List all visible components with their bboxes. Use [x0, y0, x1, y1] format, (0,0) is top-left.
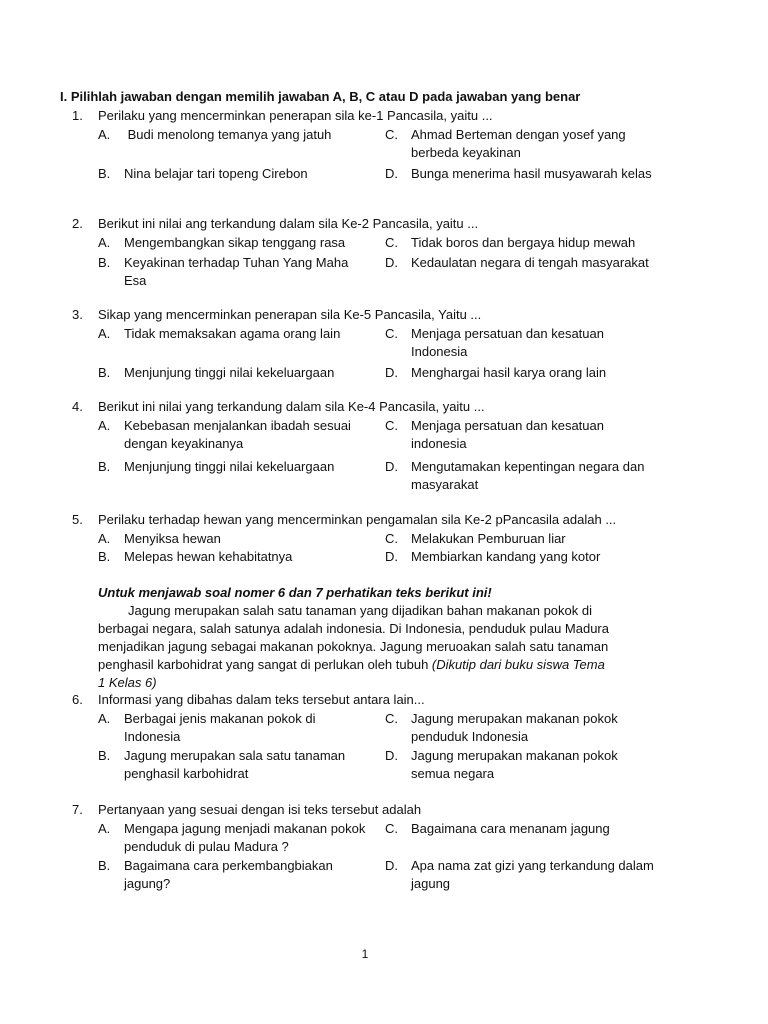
option-text: Nina belajar tari topeng Cirebon [124, 166, 308, 181]
option-text: Mengapa jagung menjadi makanan pokok penduduk di pulau Madura ? [124, 821, 366, 854]
option-letter: B. [98, 365, 111, 380]
question-text: Sikap yang mencerminkan penerapan sila Ke-5 Pancasila, Yaitu ... [98, 307, 482, 322]
option-text: Kebebasan menjalankan ibadah sesuai dengan keyakinanya [124, 418, 351, 451]
option-letter: B. [98, 255, 111, 270]
reading-passage [98, 602, 658, 692]
option-text: Tidak memaksakan agama orang lain [124, 326, 341, 341]
option-text: Menjunjung tinggi nilai kekeluargaan [124, 459, 335, 474]
option-text: Jagung merupakan makanan pokok penduduk Indonesia [411, 711, 618, 744]
option-letter: C. [385, 711, 398, 726]
question-number: 4. [72, 399, 83, 414]
option-letter: B. [98, 549, 111, 564]
section-heading: I. Pilihlah jawaban dengan memilih jawaban A, B, C atau D pada jawaban yang benar [60, 89, 581, 104]
question-text: Perilaku yang mencerminkan penerapan sila ke-1 Pancasila, yaitu ... [98, 108, 493, 123]
option-letter: C. [385, 235, 398, 250]
option-letter: C. [385, 127, 398, 142]
passage-source: (Dikutip dari buku siswa Tema [431, 657, 605, 672]
option-letter: C. [385, 326, 398, 341]
option-letter: D. [385, 858, 398, 873]
question-4 [72, 398, 672, 494]
passage-source: 1 Kelas 6) [98, 675, 157, 690]
question-number: 2. [72, 216, 83, 231]
option-text: Menjunjung tinggi nilai kekeluargaan [124, 365, 335, 380]
question-number: 1. [72, 108, 83, 123]
option-text: Berbagai jenis makanan pokok di Indonesia [124, 711, 316, 744]
page-number: 1 [361, 947, 369, 961]
option-text: Melepas hewan kehabitatnya [124, 549, 293, 564]
question-text: Perilaku terhadap hewan yang mencerminkan pengamalan sila Ke-2 pPancasila adalah ... [98, 512, 617, 527]
question-number: 5. [72, 512, 83, 527]
passage-instruction: Untuk menjawab soal nomer 6 dan 7 perhatikan teks berikut ini! [98, 585, 492, 600]
option-letter: A. [98, 418, 111, 433]
option-text: Mengutamakan kepentingan negara dan masyarakat [411, 459, 645, 492]
option-letter: D. [385, 365, 398, 380]
option-text: Menjaga persatuan dan kesatuan Indonesia [411, 326, 604, 359]
option-letter: B. [98, 166, 111, 181]
passage-text: penghasil karbohidrat yang sangat di perlukan oleh tubuh [98, 657, 432, 672]
question-text: Pertanyaan yang sesuai dengan isi teks tersebut adalah [98, 802, 422, 817]
option-letter: A. [98, 711, 111, 726]
question-6 [72, 691, 672, 783]
question-text: Informasi yang dibahas dalam teks tersebut antara lain... [98, 692, 425, 707]
option-text: Membiarkan kandang yang kotor [411, 549, 601, 564]
passage-line: Jagung merupakan salah satu tanaman yang dijadikan bahan makanan pokok di [128, 603, 592, 618]
option-text: Kedaulatan negara di tengah masyarakat [411, 255, 649, 270]
option-text: Menjaga persatuan dan kesatuan indonesia [411, 418, 604, 451]
question-text: Berikut ini nilai yang terkandung dalam sila Ke-4 Pancasila, yaitu ... [98, 399, 485, 414]
question-number: 6. [72, 692, 83, 707]
option-letter: A. [98, 235, 111, 250]
question-number: 3. [72, 307, 83, 322]
option-text: Bagaimana cara menanam jagung [411, 821, 610, 836]
option-text: Apa nama zat gizi yang terkandung dalam jagung [411, 858, 654, 891]
option-text: Jagung merupakan makanan pokok semua negara [411, 748, 618, 781]
option-text: Jagung merupakan sala satu tanaman penghasil karbohidrat [124, 748, 346, 781]
question-number: 7. [72, 802, 83, 817]
option-text: Menyiksa hewan [124, 531, 221, 546]
option-letter: A. [98, 531, 111, 546]
question-5 [72, 511, 672, 566]
passage-line: berbagai negara, salah satunya adalah indonesia. Di Indonesia, penduduk pulau Madura [98, 621, 609, 636]
option-text: Melakukan Pemburuan liar [411, 531, 566, 546]
question-1 [72, 107, 672, 201]
option-text: Bunga menerima hasil musyawarah kelas [411, 166, 652, 181]
option-letter: D. [385, 166, 398, 181]
option-text: Budi menolong temanya yang jatuh [124, 127, 332, 142]
option-letter: B. [98, 748, 111, 763]
option-letter: D. [385, 459, 398, 474]
option-letter: B. [98, 858, 111, 873]
passage-line: menjadikan jagung sebagai makanan pokoknya. Jagung meruoakan salah satu tanaman [98, 639, 609, 654]
option-letter: D. [385, 748, 398, 763]
question-7 [72, 801, 672, 893]
passage-line [98, 656, 658, 674]
option-letter: D. [385, 255, 398, 270]
option-letter: C. [385, 821, 398, 836]
option-text: Bagaimana cara perkembangbiakan jagung? [124, 858, 333, 891]
question-text: Berikut ini nilai ang terkandung dalam sila Ke-2 Pancasila, yaitu ... [98, 216, 479, 231]
option-letter: B. [98, 459, 111, 474]
option-text: Ahmad Berteman dengan yosef yang berbeda keyakinan [411, 127, 626, 160]
option-letter: A. [98, 821, 111, 836]
option-letter: C. [385, 531, 398, 546]
option-letter: A. [98, 127, 111, 142]
option-text: Keyakinan terhadap Tuhan Yang Maha Esa [124, 255, 349, 288]
option-letter: D. [385, 549, 398, 564]
option-text: Mengembangkan sikap tenggang rasa [124, 235, 346, 250]
question-2 [72, 215, 672, 290]
option-text: Menghargai hasil karya orang lain [411, 365, 607, 380]
option-text: Tidak boros dan bergaya hidup mewah [411, 235, 636, 250]
option-letter: C. [385, 418, 398, 433]
question-3 [72, 306, 672, 382]
option-letter: A. [98, 326, 111, 341]
